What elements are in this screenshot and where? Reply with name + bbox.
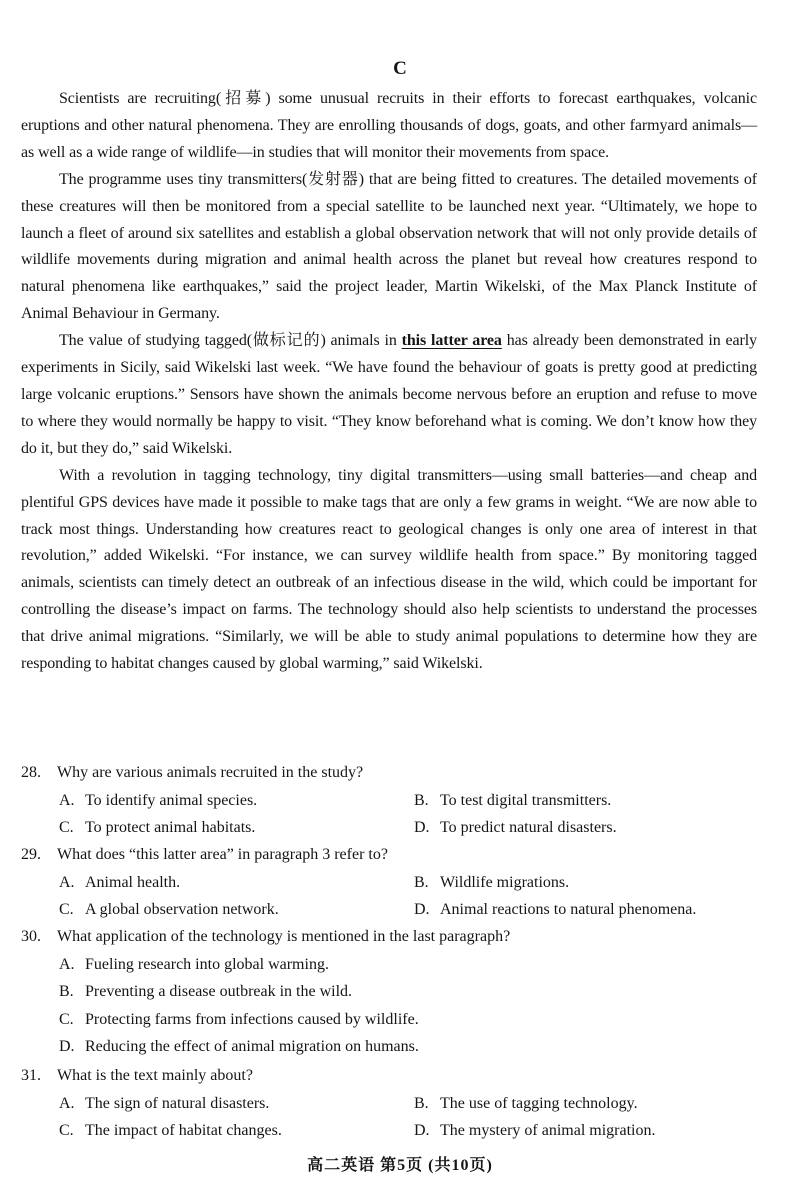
option-text: Reducing the effect of animal migration on humans. bbox=[85, 1038, 419, 1055]
option-c[interactable] bbox=[59, 1117, 414, 1145]
question-text: Why are various animals recruited in the study? bbox=[57, 764, 364, 781]
option-text: To test digital transmitters. bbox=[440, 791, 612, 809]
question-number: 28. bbox=[21, 764, 41, 781]
paragraph-3-before: The value of studying tagged(做标记的) animals in bbox=[59, 332, 402, 350]
option-d[interactable] bbox=[414, 896, 774, 924]
question-text: What application of the technology is mentioned in the last paragraph? bbox=[57, 928, 511, 945]
paragraph-2: The programme uses tiny transmitters(发射器) that are being fitted to creatures. The detailed movements of these creatures will then be monitored from a special satellite to be launched next year. “Ultimately, we hope to launch a fleet of around six satellites and establish a global observation network that will not only provide details of wildlife movements during migration and animal health across the planet but reveal how creatures respond to natural phenomena like earthquakes,” said the project leader, Martin Wikelski, of the Max Planck Institute of Animal Behaviour in Germany. bbox=[21, 170, 757, 323]
options-grid bbox=[21, 787, 781, 842]
paragraph-1: Scientists are recruiting(招募) some unusual recruits in their efforts to forecast earthquakes, volcanic eruptions and other natural phenomena. They are enrolling thousands of dogs, goats, and other farmyard animals—as well as a wide range of wildlife—in studies that will monitor their movements from space. bbox=[21, 90, 757, 161]
option-text: Fueling research into global warming. bbox=[85, 955, 329, 973]
question-31 bbox=[21, 1062, 781, 1145]
question-stem bbox=[21, 759, 781, 787]
underlined-phrase: this latter area bbox=[401, 332, 502, 350]
option-letter: D. bbox=[59, 1038, 75, 1055]
question-stem bbox=[21, 1062, 781, 1090]
options-grid bbox=[21, 869, 781, 924]
options-grid bbox=[21, 1090, 781, 1145]
option-letter: B. bbox=[414, 1094, 429, 1112]
option-c[interactable] bbox=[59, 896, 414, 924]
page-footer: 高二英语 第5页 (共10页) bbox=[307, 1157, 493, 1174]
option-text: Animal health. bbox=[85, 873, 181, 891]
question-text: What is the text mainly about? bbox=[57, 1067, 253, 1084]
option-text: Protecting farms from infections caused by wildlife. bbox=[85, 1010, 419, 1028]
paragraph-3 bbox=[21, 328, 757, 463]
option-a[interactable] bbox=[59, 787, 414, 815]
reading-passage bbox=[21, 86, 757, 678]
option-text: To predict natural disasters. bbox=[440, 819, 617, 836]
option-text: Wildlife migrations. bbox=[440, 873, 570, 891]
option-d[interactable] bbox=[59, 1033, 759, 1061]
option-text: The impact of habitat changes. bbox=[85, 1122, 282, 1139]
option-letter: A. bbox=[59, 1094, 75, 1112]
option-letter: D. bbox=[414, 901, 430, 918]
option-letter: C. bbox=[59, 819, 74, 836]
option-b[interactable] bbox=[414, 869, 774, 897]
option-b[interactable] bbox=[414, 1090, 774, 1118]
option-a[interactable] bbox=[59, 869, 414, 897]
option-letter: D. bbox=[414, 819, 430, 836]
option-letter: D. bbox=[414, 1122, 430, 1139]
option-letter: B. bbox=[414, 791, 429, 809]
question-number: 31. bbox=[21, 1067, 41, 1084]
question-28 bbox=[21, 759, 781, 842]
paragraph-4: With a revolution in tagging technology, tiny digital transmitters—using small batteries—and cheap and plentiful GPS devices have made it possible to make tags that are only a few grams in weight. “We are now able to track most things. Understanding how creatures react to geological changes is only one area of interest in that revolution,” added Wikelski. “For instance, we can survey wildlife health from space.” By monitoring tagged animals, scientists can timely detect an outbreak of an infectious disease in the wild, which could be important for controlling the disease’s impact on farms. The technology should also help scientists to understand the processes that drive animal migrations. “Similarly, we will be able to study animal populations to determine how they are responding to habitat changes caused by global warming,” said Wikelski. bbox=[21, 466, 757, 673]
option-a[interactable] bbox=[59, 1090, 414, 1118]
question-number: 29. bbox=[21, 846, 41, 863]
option-text: A global observation network. bbox=[85, 901, 279, 918]
option-letter: B. bbox=[414, 873, 429, 891]
question-number: 30. bbox=[21, 928, 41, 945]
option-letter: C. bbox=[59, 1010, 74, 1028]
options-list bbox=[21, 951, 781, 1061]
question-29 bbox=[21, 841, 781, 924]
option-letter: A. bbox=[59, 791, 75, 809]
option-c[interactable] bbox=[59, 1006, 759, 1034]
option-text: The sign of natural disasters. bbox=[85, 1094, 270, 1112]
option-d[interactable] bbox=[414, 814, 774, 842]
option-letter: A. bbox=[59, 955, 75, 973]
paragraph-3-after: has already been demonstrated in early experiments in Sicily, said Wikelski last week. “We have found the behaviour of goats is pretty good at predicting large volcanic eruptions.” Sensors have shown the animals become nervous before an eruption and refuse to move to where they would normally be happy to visit. “They know beforehand what is coming. We don’t know how they do it, but they do,” said Wikelski. bbox=[21, 332, 758, 457]
question-stem bbox=[21, 923, 781, 951]
option-text: Preventing a disease outbreak in the wild. bbox=[85, 983, 353, 1000]
option-text: The mystery of animal migration. bbox=[440, 1122, 656, 1139]
option-text: The use of tagging technology. bbox=[440, 1094, 638, 1112]
section-heading: C bbox=[393, 58, 407, 79]
option-b[interactable] bbox=[59, 978, 759, 1006]
question-stem bbox=[21, 841, 781, 869]
question-text: What does “this latter area” in paragraph 3 refer to? bbox=[57, 846, 388, 863]
option-letter: B. bbox=[59, 983, 74, 1000]
option-c[interactable] bbox=[59, 814, 414, 842]
option-letter: C. bbox=[59, 901, 74, 918]
option-b[interactable] bbox=[414, 787, 774, 815]
option-text: To identify animal species. bbox=[85, 791, 258, 809]
option-text: Animal reactions to natural phenomena. bbox=[440, 901, 697, 918]
option-d[interactable] bbox=[414, 1117, 774, 1145]
option-text: To protect animal habitats. bbox=[85, 819, 256, 836]
question-30 bbox=[21, 923, 781, 1061]
option-letter: C. bbox=[59, 1122, 74, 1139]
option-a[interactable] bbox=[59, 951, 759, 979]
option-letter: A. bbox=[59, 873, 75, 891]
